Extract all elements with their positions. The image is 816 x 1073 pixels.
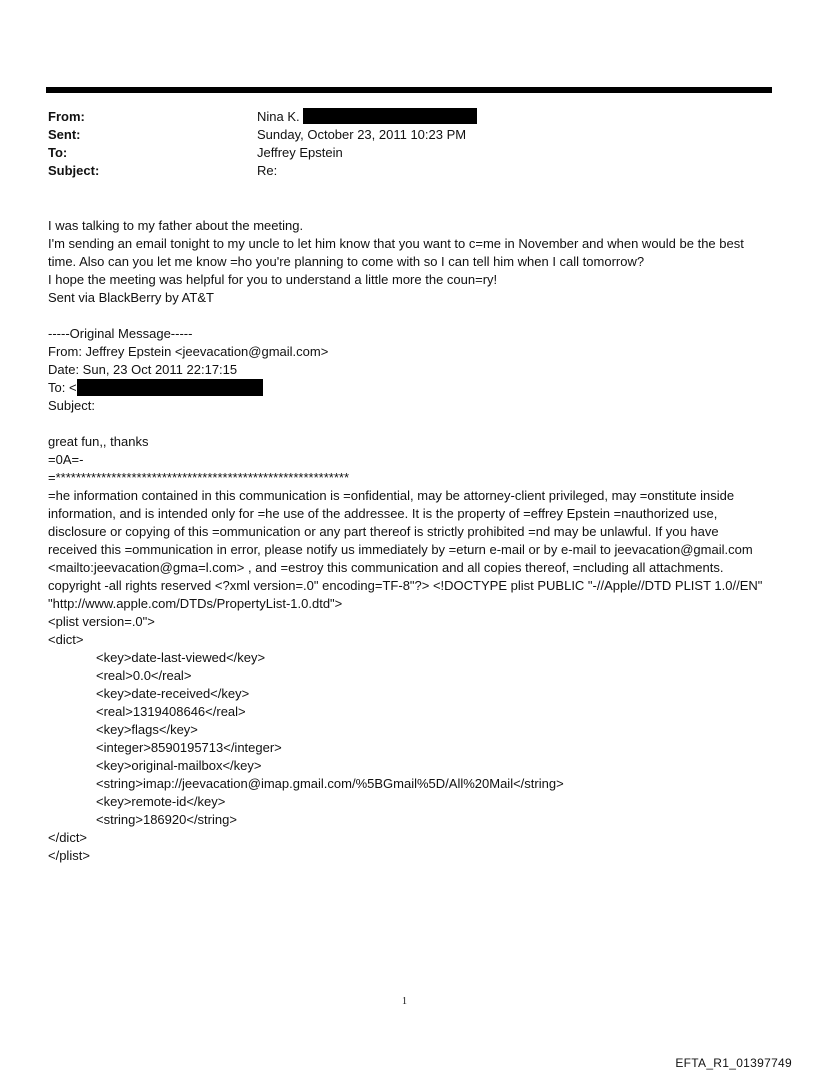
- from-value: [257, 108, 477, 126]
- from-name: Nina K.: [257, 109, 300, 124]
- message-line: I was talking to my father about the meeting.: [48, 218, 304, 233]
- redaction-bar: [303, 108, 477, 124]
- original-from: From: Jeffrey Epstein <jeevacation@gmail.com>: [48, 344, 329, 359]
- sent-label: Sent:: [48, 127, 81, 142]
- from-label: From:: [48, 109, 85, 124]
- document-id: EFTA_R1_01397749: [675, 1056, 792, 1070]
- page-number: 1: [402, 996, 407, 1007]
- subject-value: Re:: [257, 163, 278, 178]
- plist-line: <integer>8590195713</integer>: [96, 740, 282, 755]
- message-line: I hope the meeting was helpful for you to understand a little more the coun=ry!: [48, 272, 498, 287]
- message-line: I'm sending an email tonight to my uncle to let him know that you want to c=me in November and when would be the best time. Also can you let me know =ho you're planning to come with so I can tell him when I call tomorrow?: [48, 236, 744, 269]
- header-rule: [46, 87, 772, 93]
- redaction-bar: [77, 379, 263, 396]
- message-line: Sent via BlackBerry by AT&T: [48, 290, 214, 305]
- original-subject: Subject:: [48, 398, 95, 413]
- original-to: [48, 379, 768, 397]
- plist-line: <key>original-mailbox</key>: [96, 758, 262, 773]
- original-date: Date: Sun, 23 Oct 2011 22:17:15: [48, 362, 238, 377]
- plist-line: <key>remote-id</key>: [96, 794, 226, 809]
- plist-close: </plist>: [48, 848, 90, 863]
- original-body-line: =0A=-: [48, 452, 84, 467]
- plist-line: <key>flags</key>: [96, 722, 198, 737]
- subject-label: Subject:: [48, 163, 100, 178]
- dict-close: </dict>: [48, 830, 88, 845]
- plist-line: <real>1319408646</real>: [96, 704, 246, 719]
- original-divider: -----Original Message-----: [48, 326, 193, 341]
- plist-line: <string>186920</string>: [96, 812, 237, 827]
- disclaimer: =he information contained in this communication is =onfidential, may be attorney-client privileged, may =onstitute inside information, and is intended only for =he use of the addressee. It is the property of =effrey Epstein =nauthorized use, disclosure or copying of this =ommunication or any part thereof is strictly prohibited =nd may be unlawful. If you have received this =ommunication in error, please notify us immediately by =eturn e-mail or by e-mail to jeevacation@gmail.com <mailto:jeevacation@gma=l.com> , and =estroy this communication and all copies thereof, =ncluding all attachments. copyright -all rights reserved <?xml version=.0" encoding=TF-8"?> <!DOCTYPE plist PUBLIC "-//Apple//DTD PLIST 1.0//EN" "http://www.apple.com/DTDs/PropertyList-1.0.dtd">: [48, 488, 763, 611]
- dict-open: <dict>: [48, 632, 84, 647]
- sent-value: Sunday, October 23, 2011 10:23 PM: [257, 127, 467, 142]
- plist-line: <key>date-last-viewed</key>: [96, 650, 266, 665]
- to-value: Jeffrey Epstein: [257, 145, 343, 160]
- plist-line: <string>imap://jeevacation@imap.gmail.com/%5BGmail%5D/All%20Mail</string>: [96, 776, 564, 791]
- original-body-line: great fun,, thanks: [48, 434, 149, 449]
- to-label: To:: [48, 145, 68, 160]
- plist-line: <real>0.0</real>: [96, 668, 192, 683]
- original-to-prefix: To: <: [48, 380, 77, 395]
- plist-open: <plist version=.0">: [48, 614, 155, 629]
- message-body: [48, 217, 768, 865]
- star-line: =**********************************************************: [48, 470, 350, 485]
- plist-line: <key>date-received</key>: [96, 686, 250, 701]
